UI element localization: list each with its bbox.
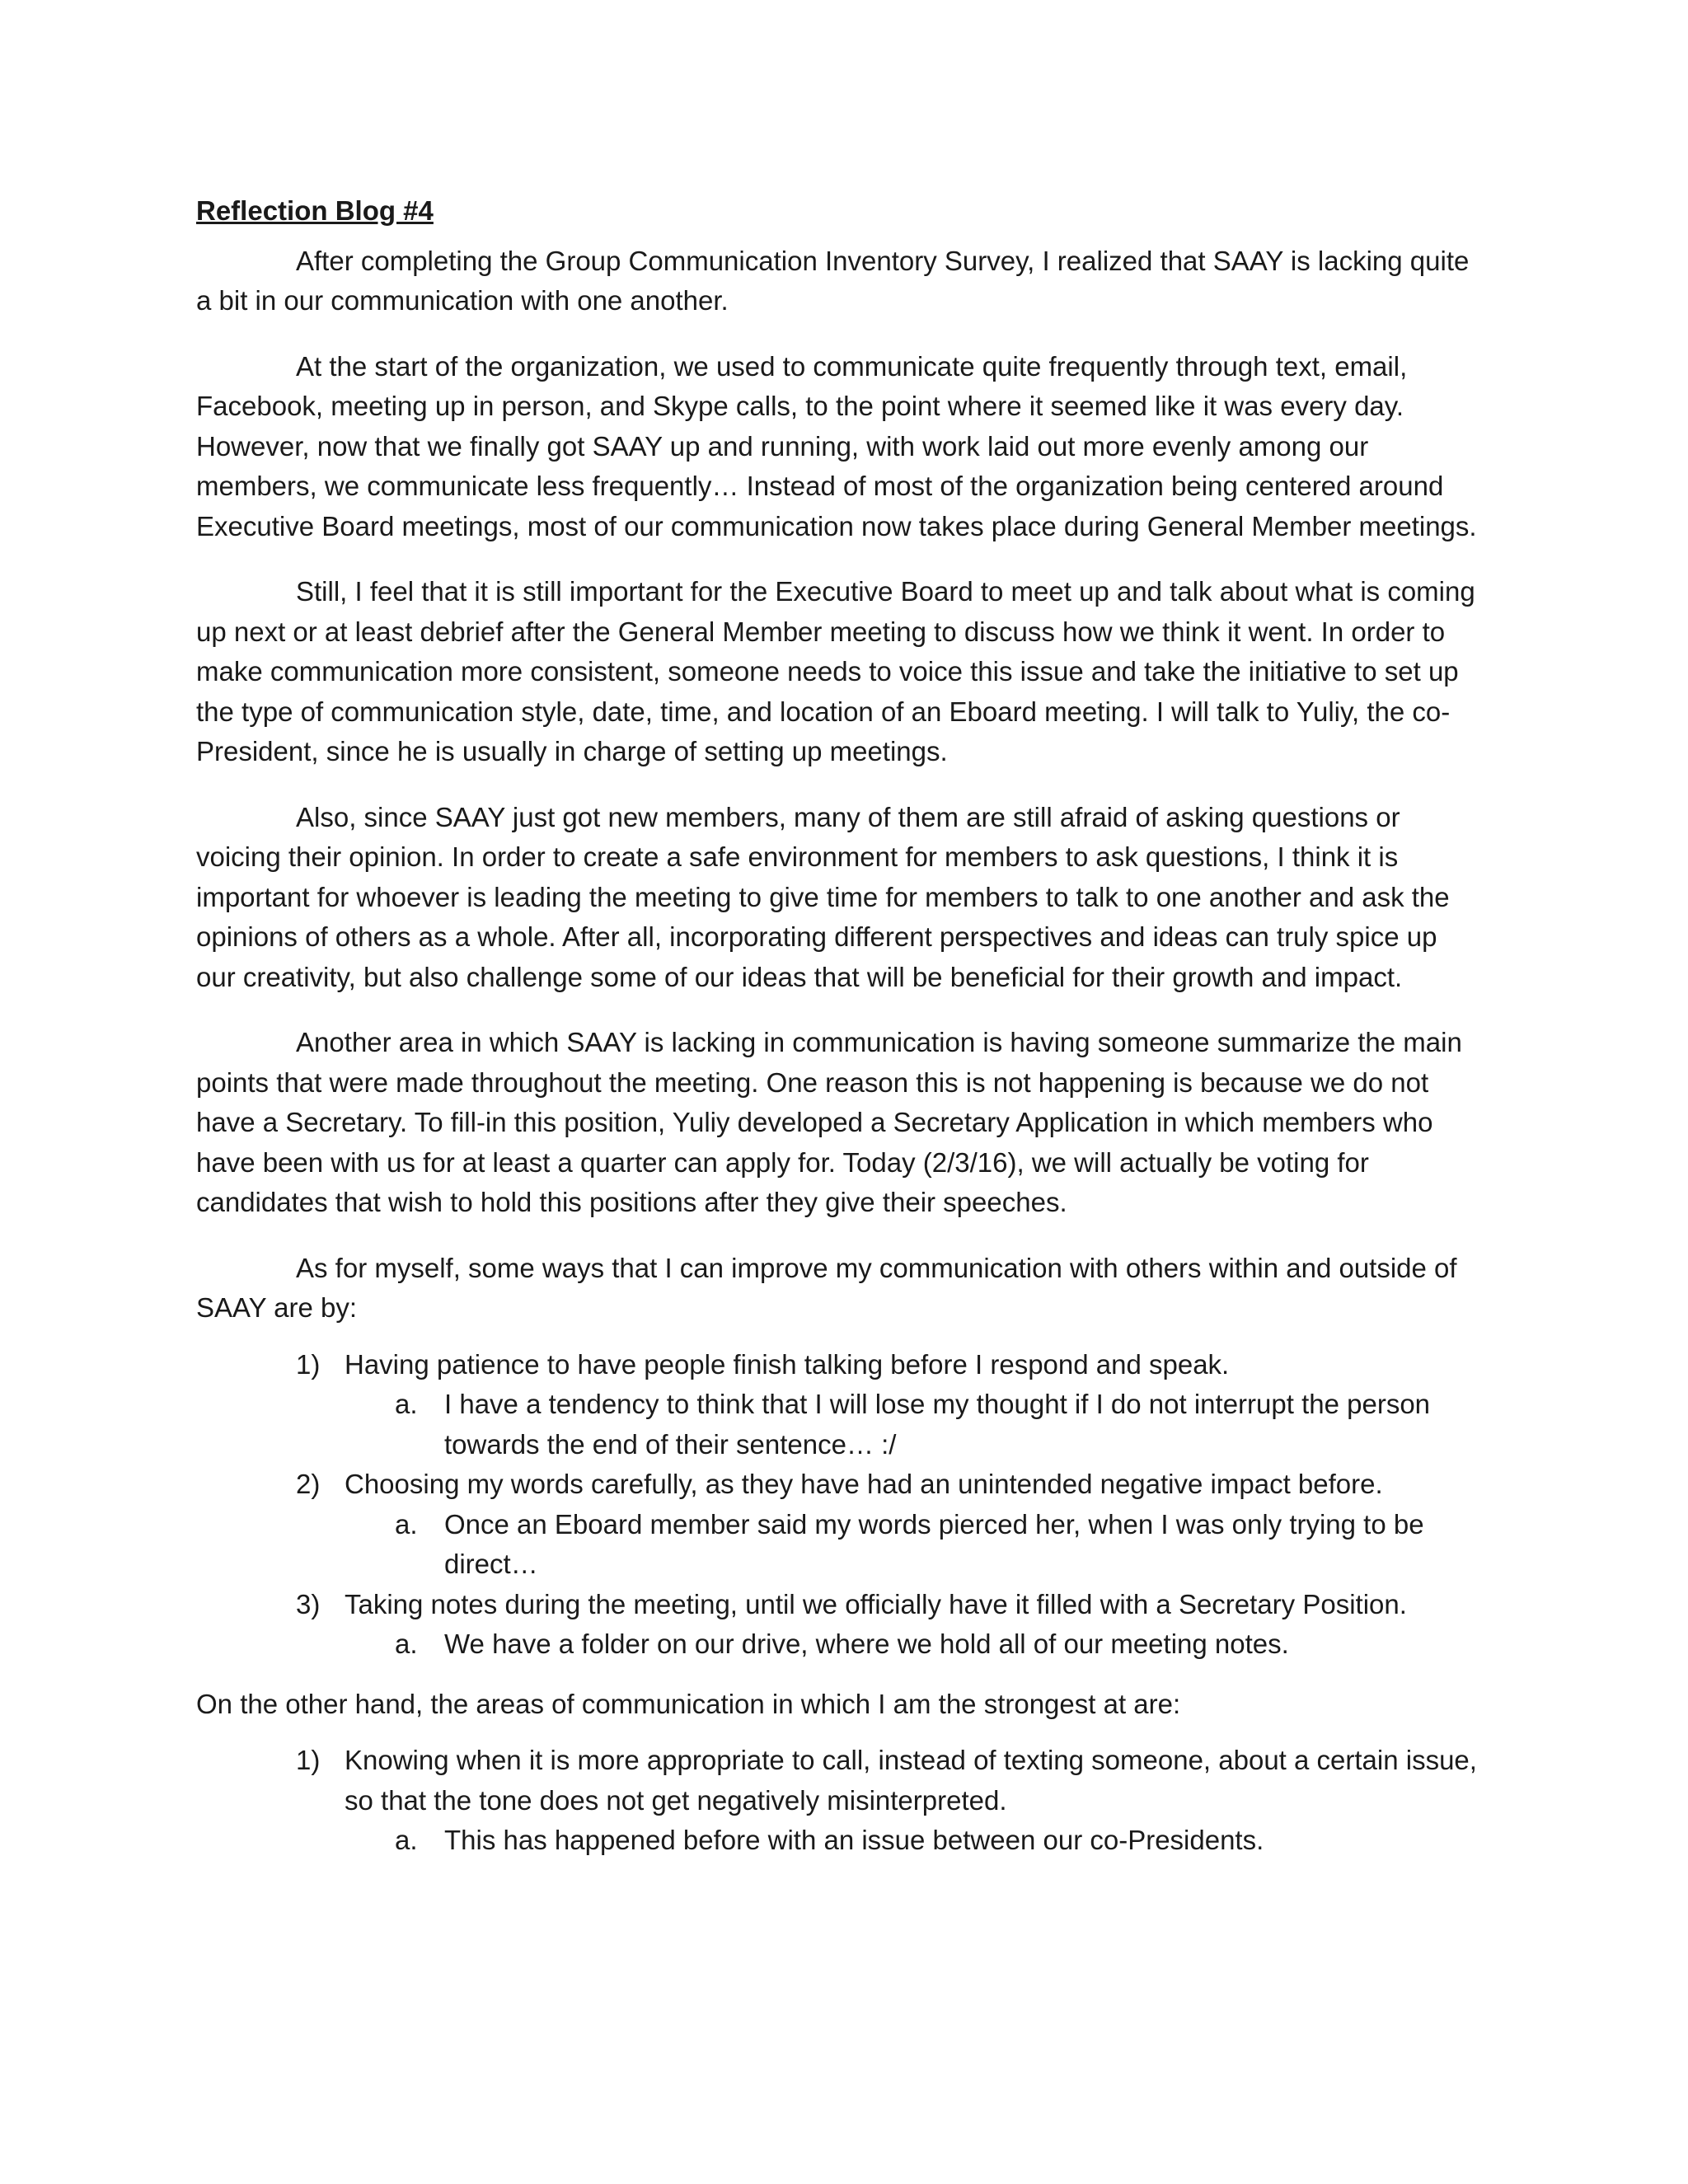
paragraph: Another area in which SAAY is lacking in communication is having someone summarize the main points that were made throughout the meeting. One reason this is not happening is because we do not have a Secretary. To fill-in this position, Yuliy developed a Secretary Application in which members who have been with us for at least a quarter can apply for. Today (2/3/16), we will actually be voting for candidates that wish to hold this positions after they give their speeches. (196, 1027, 1462, 1217)
sub-list-item-text: I have a tendency to think that I will lose my thought if I do not interrupt the person towards the end of their sentence… :/ (444, 1389, 1431, 1460)
list-item-text: Having patience to have people finish talking before I respond and speak. (345, 1348, 1230, 1380)
list-number: 2) (296, 1469, 321, 1499)
sub-list-item (196, 1821, 1482, 1861)
improvement-list (196, 1345, 1482, 1665)
list-number: 3) (296, 1588, 321, 1619)
sub-list-item-text: We have a folder on our drive, where we hold all of our meeting notes. (444, 1629, 1289, 1659)
sub-list-letter: a. (395, 1825, 418, 1855)
sub-list-item-text: This has happened before with an issue between our co-Presidents. (444, 1825, 1264, 1855)
sub-list-letter: a. (395, 1389, 418, 1419)
strengths-intro: On the other hand, the areas of communication in which I am the strongest at are: (196, 1688, 1181, 1719)
list-item-text: Choosing my words carefully, as they have had an unintended negative impact before. (345, 1469, 1383, 1499)
list-item (196, 1465, 1482, 1505)
sub-list-item-text: Once an Eboard member said my words pierced her, when I was only trying to be direct… (444, 1508, 1424, 1579)
sub-list-letter: a. (395, 1508, 418, 1540)
list-number: 1) (296, 1745, 321, 1775)
document-page (196, 191, 1482, 1861)
paragraph: Still, I feel that it is still important for the Executive Board to meet up and talk about what is coming up next or at least debrief after the General Member meeting to discuss how we think it went. In order to make communication more consistent, someone needs to voice this issue and take the initiative to set up the type of communication style, date, time, and location of an Eboard meeting. I will talk to Yuliy, the co-President, since he is usually in charge of setting up meetings. (196, 576, 1475, 766)
paragraph: At the start of the organization, we used to communicate quite frequently through text, email, Facebook, meeting up in person, and Skype calls, to the point where it seemed like it was every day. However, now that we finally got SAAY up and running, with work laid out more evenly among our members, we communicate less frequently… Instead of most of the organization being centered around Executive Board meetings, most of our communication now takes place during General Member meetings. (196, 350, 1477, 541)
paragraph: Also, since SAAY just got new members, many of them are still afraid of asking questions or voicing their opinion. In order to create a safe environment for members to ask questions, I think it is important for whoever is leading the meeting to give time for members to talk to one another and ask the opinions of others as a whole. After all, incorporating different perspectives and ideas can truly spice up our creativity, but also challenge some of our ideas that will be beneficial for their growth and impact. (196, 801, 1450, 992)
strengths-list (196, 1741, 1482, 1861)
list-item-text: Knowing when it is more appropriate to call, instead of texting someone, about a certain issue, so that the tone does not get negatively misinterpreted. (345, 1745, 1477, 1816)
list-item (196, 1345, 1482, 1385)
sub-list-item (196, 1624, 1482, 1665)
list-number: 1) (296, 1348, 321, 1380)
list-item (196, 1741, 1482, 1821)
sub-list-item (196, 1505, 1482, 1585)
list-item-text: Taking notes during the meeting, until we officially have it filled with a Secretary Position. (345, 1588, 1407, 1619)
paragraph: After completing the Group Communication Inventory Survey, I realized that SAAY is lacking quite a bit in our communication with one another. (196, 245, 1470, 316)
sub-list-item (196, 1385, 1482, 1465)
list-item (196, 1585, 1482, 1625)
sub-list-letter: a. (395, 1629, 418, 1659)
document-title: Reflection Blog #4 (196, 195, 434, 226)
paragraph: As for myself, some ways that I can improve my communication with others within and outside of SAAY are by: (196, 1252, 1457, 1323)
